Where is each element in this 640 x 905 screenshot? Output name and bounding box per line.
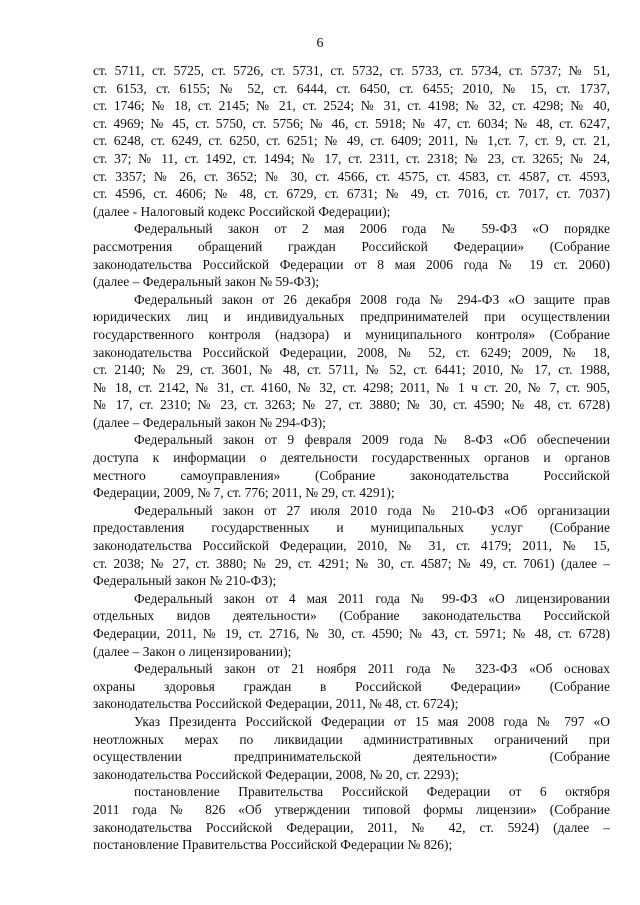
text-line: ст. 4596, ст. 4606; № 48, ст. 6729, ст. 6731; № 49, ст. 7016, ст. 7017, ст. 7037): [93, 186, 610, 202]
document-body: [93, 62, 610, 854]
text-line: Федеральный закон от 27 июля 2010 года № 210-ФЗ «Об организации: [134, 502, 610, 518]
text-line: ст. 2038; № 27, ст. 3880; № 29, ст. 4291; № 30, ст. 4587; № 49, ст. 7061) (далее –: [93, 555, 610, 571]
text-line: постановление Правительства Российской Федерации № 826);: [93, 837, 453, 853]
text-line: законодательства Российской Федерации, 2010, № 31, ст. 4179; 2011, № 15,: [93, 538, 610, 554]
text-line: (далее – Федеральный закон № 59-ФЗ);: [93, 274, 320, 290]
text-line: Федеральный закон № 210-ФЗ);: [93, 573, 277, 589]
text-line: (далее – Закон о лицензировании);: [93, 643, 292, 659]
text-line: ст. 3357; № 26, ст. 3652; № 30, ст. 4566, ст. 4575, ст. 4583, ст. 4587, ст. 4593,: [93, 168, 610, 184]
text-line: доступа к информации о деятельности государственных органов и органов: [93, 450, 610, 466]
text-line: ст. 37; № 11, ст. 1492, ст. 1494; № 17, ст. 2311, ст. 2318; № 23, ст. 3265; № 24,: [93, 150, 610, 166]
text-line: (далее – Федеральный закон № 294-ФЗ);: [93, 414, 326, 430]
text-line: Федерации, 2009, № 7, ст. 776; 2011, № 29, ст. 4291);: [93, 485, 395, 501]
text-line: законодательства Российской Федерации, 2008, № 52, ст. 6249; 2009, № 18,: [93, 344, 610, 360]
text-line: 2011 года № 826 «Об утверждении типовой формы лицензии» (Собрание: [93, 801, 610, 817]
text-line: местного самоуправления» (Собрание законодательства Российской: [93, 467, 610, 483]
text-line: Федерации, 2011, № 19, ст. 2716, № 30, ст. 4590; № 43, ст. 5971; № 48, ст. 6728): [93, 626, 610, 641]
page-number: 6: [316, 36, 324, 51]
text-line: законодательства Российской Федерации от 8 мая 2006 года № 19 ст. 2060): [93, 256, 610, 272]
text-line: Федеральный закон от 26 декабря 2008 года № 294-ФЗ «О защите прав: [134, 291, 610, 307]
text-line: юридических лиц и индивидуальных предпринимателей при осуществлении: [93, 309, 610, 325]
text-line: осуществлении предпринимательской деятельности» (Собрание: [93, 749, 610, 765]
text-line: Федеральный закон от 9 февраля 2009 года № 8-ФЗ «Об обеспечении: [134, 432, 610, 448]
text-line: рассмотрения обращений граждан Российской Федерации» (Собрание: [93, 238, 610, 254]
text-line: постановление Правительства Российской Федерации от 6 октября: [134, 784, 610, 800]
text-line: неотложных мерах по ликвидации административных ограничений при: [93, 731, 610, 747]
text-line: ст. 2140; № 29, ст. 3601, № 48, ст. 5711, № 52, ст. 6441; 2010, № 17, ст. 1988,: [93, 362, 610, 378]
text-line: государственного контроля (надзора) и муниципального контроля» (Собрание: [93, 326, 610, 342]
text-line: законодательства Российской Федерации, 2011, № 48, ст. 6724);: [93, 696, 459, 712]
text-line: ст. 1746; № 18, ст. 2145; № 21, ст. 2524; № 31, ст. 4198; № 32, ст. 4298; № 40,: [93, 98, 610, 114]
text-line: ст. 6248, ст. 6249, ст. 6250, ст. 6251; № 49, ст. 6409; 2011, № 1,ст. 7, ст. 9, ст. 21,: [93, 133, 610, 149]
text-line: № 17, ст. 2310; № 23, ст. 3263; № 27, ст. 3880; № 30, ст. 4590; № 48, ст. 6728): [93, 397, 610, 413]
text-line: ст. 6153, ст. 6155; № 52, ст. 6444, ст. 6450, ст. 6455; 2010, № 15, ст. 1737,: [93, 80, 610, 96]
text-line: законодательства Российской Федерации, 2008, № 20, ст. 2293);: [93, 766, 459, 782]
text-line: Федеральный закон от 2 мая 2006 года № 59-ФЗ «О порядке: [134, 221, 610, 237]
text-line: (далее - Налоговый кодекс Российской Федерации);: [93, 203, 391, 219]
text-line: Указ Президента Российской Федерации от 15 мая 2008 года № 797 «О: [134, 713, 610, 729]
text-line: предоставления государственных и муниципальных услуг (Собрание: [93, 520, 610, 536]
text-line: законодательства Российской Федерации, 2011, № 42, ст. 5924) (далее –: [93, 819, 610, 835]
text-line: № 18, ст. 2142, № 31, ст. 4160, № 32, ст. 4298; 2011, № 1 ч ст. 20, № 7, ст. 905,: [93, 379, 610, 395]
text-line: ст. 5711, ст. 5725, ст. 5726, ст. 5731, ст. 5732, ст. 5733, ст. 5734, ст. 5737; № 51,: [93, 63, 610, 78]
text-line: Федеральный закон от 21 ноября 2011 года № 323-ФЗ «Об основах: [134, 661, 610, 677]
text-line: Федеральный закон от 4 мая 2011 года № 99-ФЗ «О лицензировании: [134, 590, 610, 606]
text-line: отдельных видов деятельности» (Собрание законодательства Российской: [93, 608, 610, 624]
text-line: ст. 4969; № 45, ст. 5750, ст. 5756; № 46, ст. 5918; № 47, ст. 6034; № 48, ст. 6247,: [93, 115, 610, 131]
text-line: охраны здоровья граждан в Российской Федерации» (Собрание: [93, 678, 610, 694]
